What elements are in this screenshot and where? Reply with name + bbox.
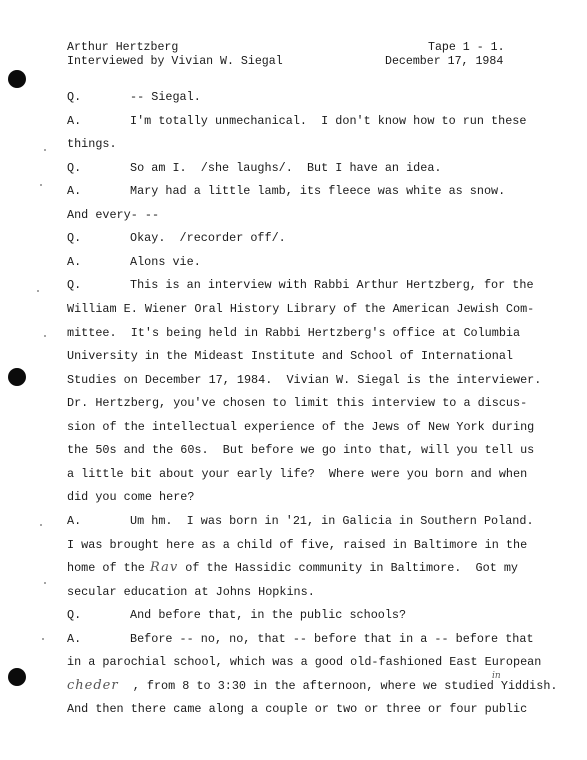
transcript-line bbox=[67, 467, 527, 481]
transcript-line bbox=[67, 655, 541, 669]
line-text: things. bbox=[67, 137, 117, 152]
line-text: did you come here? bbox=[67, 490, 195, 505]
header-interviewer: Interviewed by Vivian W. Siegal bbox=[67, 55, 283, 68]
transcript-line bbox=[67, 608, 406, 622]
line-text: And before that, in the public schools? bbox=[130, 608, 407, 623]
line-text: This is an interview with Rabbi Arthur Hertzberg, for the bbox=[130, 278, 534, 293]
speaker-label: Q. bbox=[67, 278, 82, 293]
line-text: Alons vie. bbox=[130, 254, 201, 269]
speaker-label: Q. bbox=[67, 608, 82, 623]
transcript-line bbox=[67, 137, 117, 151]
line-text: of the Hassidic community in Baltimore. Got my bbox=[178, 561, 519, 575]
transcript-line bbox=[67, 679, 558, 693]
speaker-label: A. bbox=[67, 513, 82, 528]
line-text: the 50s and the 60s. But before we go into that, will you tell us bbox=[67, 443, 535, 458]
line-text: a little bit about your early life? Where were you born and when bbox=[67, 466, 528, 481]
line-text: in a parochial school, which was a good old-fashioned East European bbox=[67, 655, 542, 670]
transcript-line bbox=[67, 208, 159, 222]
transcript-line bbox=[67, 184, 505, 198]
line-text: So am I. /she laughs/. But I have an idea. bbox=[130, 160, 442, 175]
line-text: , from 8 to 3:30 in the afternoon, where we studied Yiddish. bbox=[118, 678, 558, 693]
line-text: Before -- no, no, that -- before that in a -- before that bbox=[130, 631, 534, 646]
transcript-line bbox=[67, 420, 534, 434]
transcript-line bbox=[67, 396, 527, 410]
transcript-line bbox=[67, 585, 315, 599]
header-tape: Tape 1 - 1. bbox=[428, 41, 505, 54]
header-interviewee: Arthur Hertzberg bbox=[67, 41, 179, 54]
speaker-label: Q. bbox=[67, 231, 82, 246]
speaker-label: A. bbox=[67, 254, 82, 269]
line-text: William E. Wiener Oral History Library of the American Jewish Com- bbox=[67, 302, 535, 316]
transcript-line bbox=[67, 161, 442, 175]
line-text: Mary had a little lamb, its fleece was white as snow. bbox=[130, 184, 506, 199]
handwritten-word: cheder bbox=[67, 677, 119, 693]
line-text: mittee. It's being held in Rabbi Hertzberg's office at Columbia bbox=[67, 325, 521, 340]
speaker-label: A. bbox=[67, 113, 82, 128]
transcript-line bbox=[67, 561, 518, 575]
line-text: secular education at Johns Hopkins. bbox=[67, 584, 315, 599]
line-text: University in the Mideast Institute and School of International bbox=[67, 349, 513, 364]
transcript-line bbox=[67, 255, 201, 269]
line-text: Um hm. I was born in '21, in Galicia in Southern Poland. bbox=[130, 513, 534, 528]
transcript-line bbox=[67, 326, 520, 340]
line-text: I was brought here as a child of five, raised in Baltimore in the bbox=[67, 537, 528, 552]
line-text: I'm totally unmechanical. I don't know how to run these bbox=[130, 113, 527, 128]
transcript-line bbox=[67, 702, 527, 716]
transcript-line bbox=[67, 231, 286, 245]
binder-hole bbox=[8, 368, 26, 386]
transcript-line bbox=[67, 443, 534, 457]
transcript-line bbox=[67, 373, 541, 387]
speaker-label: Q. bbox=[67, 160, 82, 175]
header-date: December 17, 1984 bbox=[385, 55, 504, 68]
transcript-line bbox=[67, 114, 526, 128]
transcript-line bbox=[67, 538, 527, 552]
binder-hole bbox=[8, 70, 26, 88]
transcript-line bbox=[67, 349, 513, 363]
line-text: Okay. /recorder off/. bbox=[130, 231, 286, 246]
handwritten-insert: in bbox=[492, 671, 501, 681]
line-text: -- Siegal. bbox=[130, 90, 201, 104]
speaker-label: Q. bbox=[67, 90, 82, 104]
line-text: And every- -- bbox=[67, 207, 160, 222]
line-text: home of the bbox=[67, 561, 145, 575]
line-text: sion of the intellectual experience of the Jews of New York during bbox=[67, 419, 535, 434]
handwritten-word: Rav bbox=[144, 560, 179, 575]
transcript-line bbox=[67, 90, 201, 104]
binder-hole bbox=[8, 668, 26, 686]
line-text: Studies on December 17, 1984. Vivian W. Siegal is the interviewer. bbox=[67, 372, 542, 387]
transcript-line bbox=[67, 490, 194, 504]
transcript-line bbox=[67, 302, 534, 316]
transcript-line bbox=[67, 278, 534, 292]
speaker-label: A. bbox=[67, 184, 82, 199]
transcript-line bbox=[67, 632, 534, 646]
transcript-line bbox=[67, 514, 534, 528]
line-text: And then there came along a couple or two or three or four public bbox=[67, 702, 528, 717]
speaker-label: A. bbox=[67, 631, 82, 646]
line-text: Dr. Hertzberg, you've chosen to limit this interview to a discus- bbox=[67, 396, 528, 411]
